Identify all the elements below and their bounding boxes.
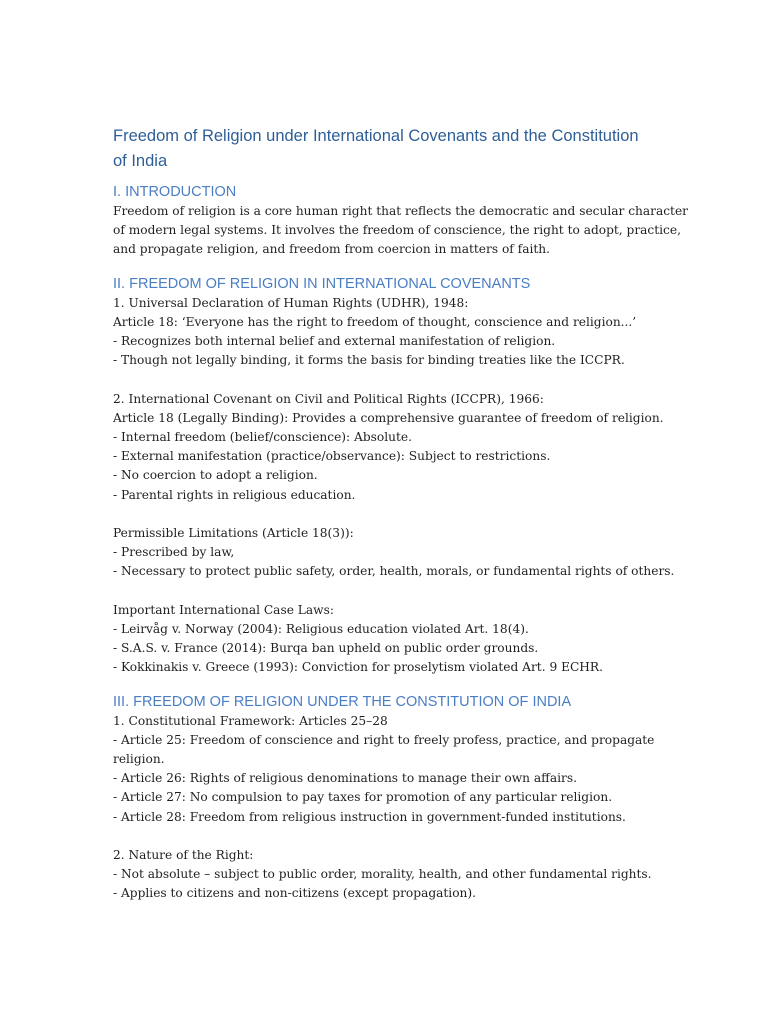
text-line: and propagate religion, and freedom from coercion in matters of faith. xyxy=(113,242,550,257)
text-line: - Kokkinakis v. Greece (1993): Conviction for proselytism violated Art. 9 ECHR. xyxy=(113,660,603,675)
text-line: 2. Nature of the Right: xyxy=(113,848,254,863)
text-line: - Necessary to protect public safety, order, health, morals, or fundamental rights of others. xyxy=(113,564,675,579)
text-line: - Applies to citizens and non-citizens (except propagation). xyxy=(113,886,477,901)
text-line: - No coercion to adopt a religion. xyxy=(113,468,318,483)
text-line: Article 18 (Legally Binding): Provides a comprehensive guarantee of freedom of religion. xyxy=(113,410,664,425)
limitations-block xyxy=(113,524,675,582)
text-line: - Recognizes both internal belief and external manifestation of religion. xyxy=(113,334,556,349)
iccpr-block xyxy=(113,390,664,505)
section-heading-international-covenants: II. FREEDOM OF RELIGION IN INTERNATIONAL COVENANTS xyxy=(113,275,531,292)
text-line: - Prescribed by law, xyxy=(113,545,235,560)
introduction-paragraph xyxy=(113,202,688,260)
text-line: - Leirvåg v. Norway (2004): Religious education violated Art. 18(4). xyxy=(113,622,529,637)
text-line: Permissible Limitations (Article 18(3)): xyxy=(113,526,354,541)
udhr-block xyxy=(113,294,653,371)
text-line: - Though not legally binding, it forms the basis for binding treaties like the ICCPR. xyxy=(113,353,625,368)
text-line: - Article 25: Freedom of conscience and right to freely profess, practice, and propagate xyxy=(113,732,655,747)
text-line: - Article 28: Freedom from religious instruction in government-funded institutions. xyxy=(113,809,626,824)
text-line: 2. International Covenant on Civil and Political Rights (ICCPR), 1966: xyxy=(113,391,544,406)
text-line: Freedom of religion is a core human right that reflects the democratic and secular character xyxy=(113,204,688,218)
section-heading-constitution-of-india: III. FREEDOM OF RELIGION UNDER THE CONSTITUTION OF INDIA xyxy=(113,693,572,710)
text-line: religion. xyxy=(113,752,165,767)
section-heading-introduction: I. INTRODUCTION xyxy=(113,184,237,200)
text-line: - Not absolute – subject to public order, morality, health, and other fundamental rights. xyxy=(113,867,652,882)
text-line: 1. Universal Declaration of Human Rights (UDHR), 1948: xyxy=(113,295,469,310)
text-line: - S.A.S. v. France (2014): Burqa ban upheld on public order grounds. xyxy=(113,641,539,656)
text-line: of modern legal systems. It involves the freedom of conscience, the right to adopt, practice, xyxy=(113,223,681,238)
text-line: - Article 26: Rights of religious denominations to manage their own affairs. xyxy=(113,771,577,786)
constitutional-framework-block xyxy=(113,712,653,827)
text-line: - Article 27: No compulsion to pay taxes for promotion of any particular religion. xyxy=(113,790,613,805)
text-line: Important International Case Laws: xyxy=(113,602,334,617)
document-title: Freedom of Religion under International Covenants and the Constitution of India xyxy=(113,127,639,170)
text-line: 1. Constitutional Framework: Articles 25–28 xyxy=(113,713,388,728)
text-line: Article 18: ‘Everyone has the right to freedom of thought, conscience and religion...’ xyxy=(113,314,637,329)
nature-of-right-block xyxy=(113,846,653,904)
document-body xyxy=(113,124,688,904)
text-line: - Internal freedom (belief/conscience): Absolute. xyxy=(113,430,412,445)
text-line: - Parental rights in religious education. xyxy=(113,487,356,502)
text-line: - External manifestation (practice/observance): Subject to restrictions. xyxy=(113,449,551,464)
case-laws-block xyxy=(113,601,653,678)
